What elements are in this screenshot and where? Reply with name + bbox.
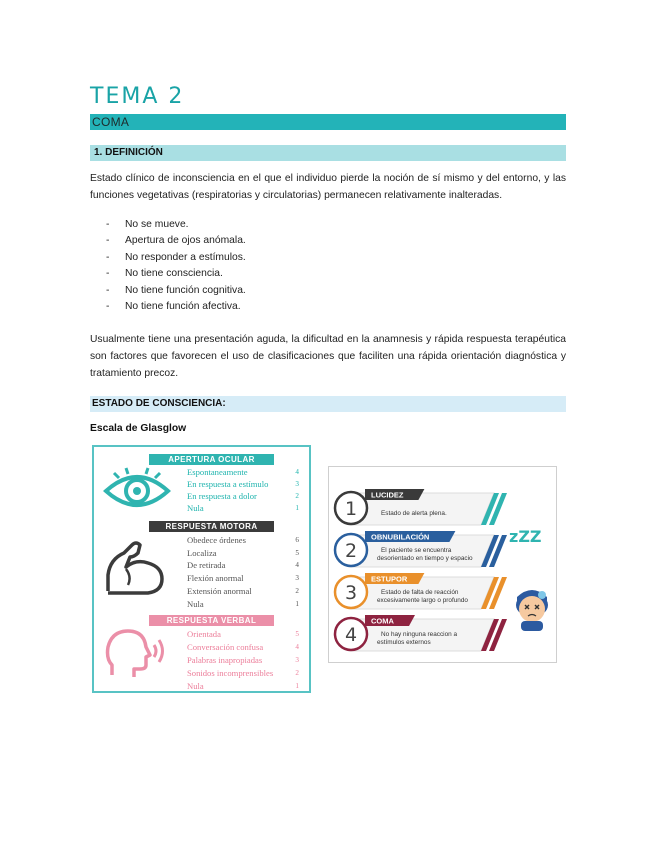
list-item-text: No tiene función cognitiva. [125, 284, 246, 296]
bullet-dash: - [106, 235, 110, 247]
level-description: Estado de alerta plena. [381, 510, 447, 517]
verbal-row [187, 680, 307, 692]
list-item [106, 233, 246, 249]
ocular-row [187, 466, 307, 478]
verbal-header: RESPUESTA VERBAL [149, 615, 274, 626]
level-description: excesivamente largo o profundo [377, 597, 468, 604]
row-score: 3 [295, 480, 299, 488]
level-description: El paciente se encuentra [381, 547, 452, 554]
motor-row [187, 598, 307, 610]
row-label: Sonidos incomprensibles [187, 668, 274, 678]
level-title: ESTUPOR [371, 574, 408, 584]
row-label: Orientada [187, 629, 221, 639]
level-title: LUCIDEZ [371, 490, 404, 500]
level-number: 3 [344, 582, 358, 604]
sleep-z-icon: zZZ [509, 527, 542, 546]
ocular-row [187, 490, 307, 502]
list-item-text: Apertura de ojos anómala. [125, 235, 246, 247]
level-title: COMA [371, 616, 394, 626]
row-label: Espontaneamente [187, 467, 248, 477]
list-item [106, 266, 246, 282]
level-description: estímulos externos [377, 639, 431, 646]
ocular-row [187, 478, 307, 490]
row-score: 3 [295, 656, 299, 664]
symptom-list [106, 217, 246, 315]
row-label: En respuesta a dolor [187, 491, 257, 501]
row-score: 1 [295, 600, 299, 608]
speaking-head-icon [104, 625, 170, 681]
definition-paragraph: Estado clínico de inconsciencia en el que el individuo pierde la noción de sí mismo y del entorno, y las funciones vegetativas (respiratorias y circulatorias) permanecen relativamente inalteradas. [90, 173, 566, 201]
row-score: 4 [295, 561, 299, 569]
level-description: desorientado en tiempo y espacio [377, 555, 473, 562]
presentation-paragraph: Usualmente tiene una presentación aguda, la dificultad en la anamnesis y rápida respuesta terapéutica son factores que favorecen el uso de clasificaciones que faciliten una rápida orientación diagnóstica y tratamiento precoz. [90, 334, 566, 379]
glasgow-scale-figure [92, 445, 311, 693]
level-description: Estado de falta de reacción [381, 589, 459, 596]
row-label: Palabras inapropiadas [187, 655, 263, 665]
motor-row [187, 585, 307, 597]
level-row [335, 615, 507, 651]
row-score: 1 [295, 682, 299, 690]
bullet-dash: - [106, 300, 110, 312]
row-score: 4 [295, 468, 299, 476]
row-label: Localiza [187, 548, 217, 558]
row-label: Conversación confusa [187, 642, 264, 652]
list-item-text: No se mueve. [125, 219, 189, 230]
definition-heading-band [90, 145, 566, 161]
level-description: No hay ninguna reaccion a [381, 631, 458, 638]
level-row [335, 489, 507, 525]
levels-diagram [329, 467, 556, 662]
row-label: Obedece órdenes [187, 535, 246, 545]
row-score: 3 [295, 574, 299, 582]
row-score: 2 [295, 669, 299, 677]
glasgow-subheading: Escala de Glasglow [90, 423, 187, 434]
verbal-row [187, 654, 307, 666]
list-item [106, 283, 246, 299]
ocular-header: APERTURA OCULAR [149, 454, 274, 465]
verbal-row [187, 667, 307, 679]
motor-row [187, 572, 307, 584]
eye-icon [102, 467, 172, 511]
section-band [90, 114, 566, 130]
list-item [106, 299, 246, 315]
row-label: De retirada [187, 560, 226, 570]
row-score: 5 [295, 630, 299, 638]
bullet-dash: - [106, 268, 110, 280]
level-number: 1 [344, 498, 358, 520]
list-item-text: No tiene función afectiva. [125, 300, 241, 312]
row-label: Flexión anormal [187, 573, 244, 583]
row-label: Nula [187, 503, 204, 513]
list-item-text: No tiene consciencia. [125, 268, 223, 280]
ocular-row [187, 502, 307, 514]
row-score: 4 [295, 643, 299, 651]
row-label: En respuesta a estímulo [187, 479, 269, 489]
list-item-text: No responder a estímulos. [125, 251, 246, 263]
list-item [106, 217, 246, 233]
level-row [335, 573, 507, 609]
level-row [335, 531, 507, 567]
unconscious-face-icon [516, 590, 548, 631]
bullet-dash: - [106, 251, 110, 263]
motor-row [187, 534, 307, 546]
level-title: OBNUBILACIÓN [371, 532, 430, 542]
verbal-row [187, 628, 307, 640]
motor-row [187, 559, 307, 571]
consciousness-heading: ESTADO DE CONSCIENCIA: [92, 398, 226, 409]
list-item [106, 250, 246, 266]
row-score: 5 [295, 549, 299, 557]
row-score: 6 [295, 536, 299, 544]
level-number: 2 [344, 540, 358, 562]
row-score: 1 [295, 504, 299, 512]
level-number: 4 [344, 624, 358, 646]
verbal-row [187, 641, 307, 653]
row-label: Nula [187, 599, 204, 609]
row-score: 2 [295, 587, 299, 595]
row-label: Extensión anormal [187, 586, 252, 596]
row-score: 2 [295, 492, 299, 500]
bullet-dash: - [106, 284, 110, 296]
bullet-dash: - [106, 219, 110, 230]
definition-heading: 1. DEFINICIÓN [94, 147, 163, 158]
motor-header: RESPUESTA MOTORA [149, 521, 274, 532]
motor-row [187, 547, 307, 559]
consciousness-levels-figure [328, 466, 557, 663]
consciousness-heading-band [90, 396, 566, 412]
arm-muscle-icon [102, 539, 168, 597]
page-title: TEMA 2 [90, 84, 185, 109]
row-label: Nula [187, 681, 204, 691]
section-band-label: COMA [92, 115, 130, 129]
